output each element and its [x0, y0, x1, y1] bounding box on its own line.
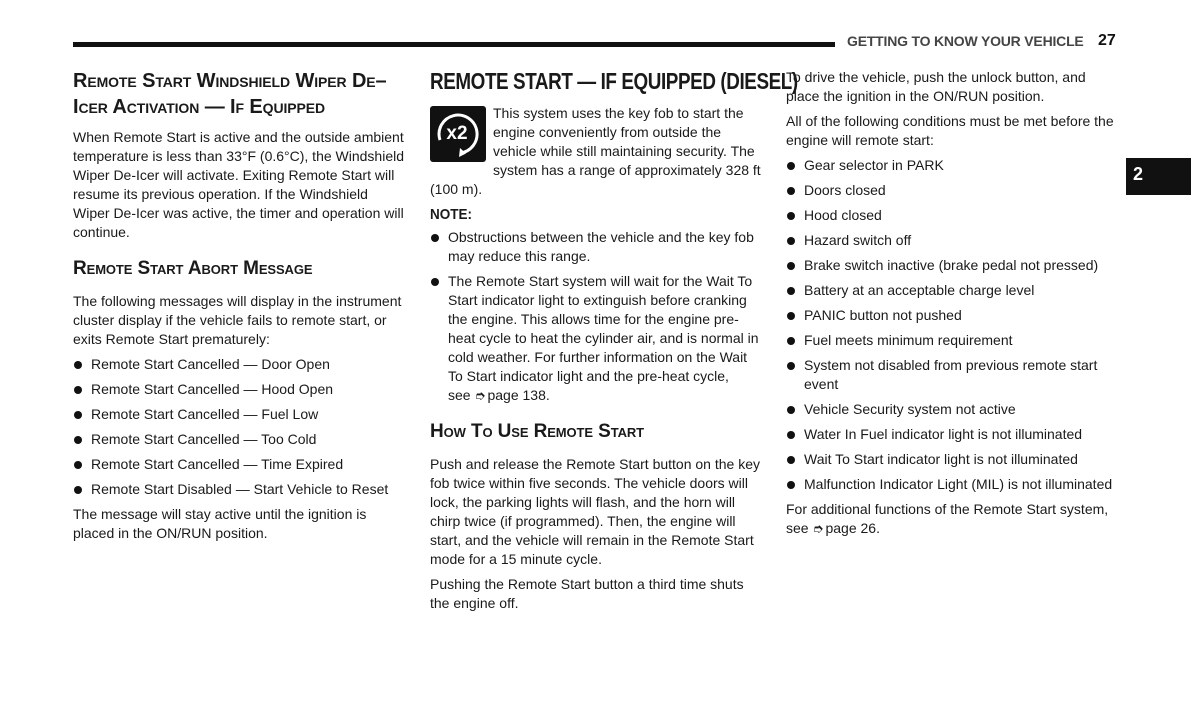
page-reference-link[interactable]: page 138.	[487, 387, 550, 403]
note-text: The Remote Start system will wait for the Wait To Start indicator light to extinguish before cranking the engine. This allows time for the engine pre-heat cycle to heat the cylinder air, and is normal in cold weather. For further information on the Wait To Start indicator light and the pre-heat cycle, see	[448, 273, 759, 403]
list-item: Wait To Start indicator light is not illuminated	[786, 450, 1122, 469]
list-item: Battery at an acceptable charge level	[786, 281, 1122, 300]
list-item	[430, 272, 762, 405]
paragraph-message-active: The message will stay active until the ignition is placed in the ON/RUN position.	[73, 506, 367, 541]
arrow-ref-icon: ➮	[812, 521, 824, 536]
list-item: Obstructions between the vehicle and the key fob may reduce this range.	[430, 228, 762, 266]
list-item: Brake switch inactive (brake pedal not pressed)	[786, 256, 1122, 275]
note-list	[430, 228, 762, 405]
list-item: Hood closed	[786, 206, 1122, 225]
paragraph-wiper-deicer: When Remote Start is active and the outside ambient temperature is less than 33°F (0.6°C), the Windshield Wiper De-Icer will activate. Exiting Remote Start will resume its previous operation. If the Windshield Wiper De-Icer was active, the timer and operation will continue.	[73, 129, 405, 240]
chapter-tab[interactable]: 2	[1126, 158, 1191, 195]
paragraph-abort-intro: The following messages will display in the instrument cluster display if the vehicle fails to remote start, or exits Remote Start prematurely:	[73, 293, 402, 347]
heading-remote-start-diesel: REMOTE START — IF EQUIPPED (DIESEL)	[430, 68, 798, 94]
paragraph-drive-vehicle: To drive the vehicle, push the unlock button, and place the ignition in the ON/RUN position.	[786, 69, 1086, 104]
column-left	[73, 68, 405, 549]
intro-block	[430, 104, 762, 199]
list-item: Vehicle Security system not active	[786, 400, 1122, 419]
heading-abort-message: Remote Start Abort Message	[73, 258, 313, 279]
paragraph-additional-functions	[786, 500, 1122, 538]
list-item: Remote Start Cancelled — Fuel Low	[73, 405, 405, 424]
remote-start-x2-icon-graphic	[430, 106, 486, 162]
list-item: Hazard switch off	[786, 231, 1122, 250]
conditions-list	[786, 156, 1122, 494]
list-item: Remote Start Cancelled — Time Expired	[73, 455, 405, 474]
list-item: System not disabled from previous remote start event	[786, 356, 1122, 394]
icon-x2-label: x2	[446, 123, 468, 144]
section-title: GETTING TO KNOW YOUR VEHICLE	[847, 33, 1084, 49]
note-label: NOTE:	[430, 206, 473, 223]
paragraph-remote-start-intro: This system uses the key fob to start the engine conveniently from outside the vehicle while still maintaining security. The system has a range of approximately 328 ft (100 m).	[430, 105, 761, 197]
list-item: PANIC button not pushed	[786, 306, 1122, 325]
list-item: Remote Start Cancelled — Door Open	[73, 355, 405, 374]
list-item: Remote Start Cancelled — Too Cold	[73, 430, 405, 449]
page-reference-link[interactable]: page 26.	[825, 520, 880, 536]
list-item: Water In Fuel indicator light is not illuminated	[786, 425, 1122, 444]
heading-how-to-use: How To Use Remote Start	[430, 421, 645, 442]
list-item: Remote Start Cancelled — Hood Open	[73, 380, 405, 399]
paragraph-how-to-use: Push and release the Remote Start button on the key fob twice within five seconds. The vehicle doors will lock, the parking lights will flash, and the horn will chirp twice (if programmed). Then, the engine will start, and the vehicle will remain in the Remote Start mode for a 15 minute cycle.	[430, 456, 760, 567]
list-item: Fuel meets minimum requirement	[786, 331, 1122, 350]
heading-wiper-deicer: Remote Start Windshield Wiper De–Icer Activation — If Equipped	[73, 70, 387, 118]
paragraph-third-push: Pushing the Remote Start button a third time shuts the engine off.	[430, 576, 744, 611]
list-item: Gear selector in PARK	[786, 156, 1122, 175]
list-item: Remote Start Disabled — Start Vehicle to Reset	[73, 480, 405, 499]
arrow-ref-icon: ➮	[474, 388, 486, 403]
abort-message-list	[73, 355, 405, 499]
header-rule	[73, 42, 835, 47]
paragraph-conditions-intro: All of the following conditions must be met before the engine will remote start:	[786, 113, 1114, 148]
list-item: Malfunction Indicator Light (MIL) is not illuminated	[786, 475, 1122, 494]
column-middle	[430, 68, 798, 619]
list-item: Doors closed	[786, 181, 1122, 200]
column-right	[786, 68, 1122, 544]
remote-start-x2-icon	[430, 106, 486, 162]
page-number: 27	[1098, 32, 1116, 49]
additional-functions-text: For additional functions of the Remote Start system, see	[786, 501, 1109, 536]
